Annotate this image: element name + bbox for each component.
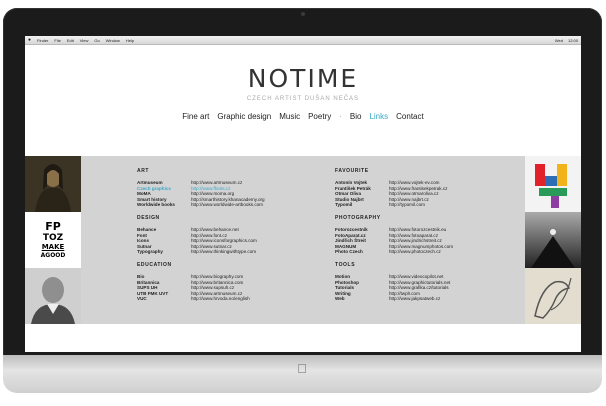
apple-logo-icon [296, 362, 308, 375]
link-row[interactable] [335, 249, 453, 255]
menu-item[interactable]: Edit [66, 37, 74, 43]
link-row[interactable] [137, 202, 265, 208]
link-url[interactable]: http://www.vojtek-ev.com [389, 180, 440, 185]
link-name[interactable]: Sutnar [137, 243, 152, 249]
link-url[interactable]: http://www.behance.net [191, 226, 239, 232]
link-url[interactable]: http://www.thinkingwithtype.com [191, 249, 257, 255]
link-name[interactable]: UTB FMK UVT [137, 290, 169, 296]
link-url[interactable]: http://www.najbrt.cz [389, 196, 429, 202]
nav-links[interactable]: Links [369, 112, 389, 121]
link-url[interactable]: http://www.moma.org [191, 191, 235, 197]
os-menubar [25, 36, 581, 45]
link-name[interactable]: Fotorozcestník [335, 226, 368, 232]
link-url[interactable]: http://www.frantisekpetrak.cz [389, 185, 448, 191]
link-name[interactable]: Smart history [137, 196, 167, 202]
link-url[interactable]: http://www.worldwide-artbooks.com [191, 202, 263, 208]
drawing-hands-image [525, 268, 581, 324]
menu-item[interactable]: Go [94, 37, 100, 43]
link-url[interactable]: http://www.artmuseum.cz [191, 290, 243, 296]
link-name[interactable]: Czech graphics [137, 185, 171, 191]
link-url[interactable]: http://www.fotoaparat.cz [389, 232, 439, 238]
link-name[interactable]: Photo Czech [335, 249, 363, 255]
link-url[interactable]: http://typomil.com [389, 202, 425, 208]
nav-contact[interactable]: Contact [396, 112, 424, 121]
links-section-favourite [335, 168, 453, 208]
link-url[interactable]: http://www.grafika.cz/tutorials [389, 285, 449, 291]
nav-separator: · [339, 112, 342, 121]
section-heading: TOOLS [335, 261, 356, 268]
link-name[interactable]: Photoshop [335, 279, 359, 285]
link-name[interactable]: Worldwide books [137, 202, 175, 208]
link-name[interactable]: Tutorials [335, 285, 355, 291]
section-heading: ART [137, 168, 150, 174]
menubar-clock: 12:00 [567, 37, 578, 43]
link-name[interactable]: VUC [137, 296, 147, 302]
link-name[interactable]: František Petrák [335, 185, 371, 191]
eye-chart-line: MAKE [41, 242, 65, 251]
link-name[interactable]: Studio Najbrt [335, 196, 364, 202]
link-name[interactable]: Otmar Oliva [335, 191, 362, 197]
nav-fine-art[interactable]: Fine art [182, 112, 210, 121]
link-url[interactable]: http://www.iconsforgraphics.com [191, 238, 257, 244]
pier-photo-image [525, 212, 581, 268]
links-column-right [335, 168, 453, 309]
link-url[interactable]: http://www.ffonts.cz [191, 185, 231, 191]
link-name[interactable]: Antonín Vojtek [335, 180, 368, 185]
link-name[interactable]: Bio [137, 273, 145, 279]
screen [25, 36, 581, 352]
menu-item[interactable]: Finder [37, 37, 49, 43]
logo-text: NOTIME [247, 64, 359, 93]
links-section-education [137, 262, 265, 302]
eye-chart-image [25, 212, 81, 268]
link-row[interactable] [137, 249, 265, 255]
link-name[interactable]: SUPS UH [137, 285, 158, 291]
link-name[interactable]: FotoAparat.cz [335, 232, 366, 238]
link-row[interactable] [137, 296, 265, 302]
nav-graphic-design[interactable]: Graphic design [217, 112, 272, 121]
link-url[interactable]: http://www.videocopilot.net [389, 273, 444, 279]
link-name[interactable]: Font [137, 232, 147, 238]
link-url[interactable]: http://www.graphictutorials.net [389, 279, 451, 285]
nav-bio[interactable]: Bio [349, 112, 362, 121]
portrait-photo-image [25, 268, 81, 324]
link-row[interactable] [335, 296, 453, 302]
eye-chart-line: AGOOD [40, 251, 66, 259]
menu-item[interactable]: Window [105, 37, 120, 43]
links-section-design [137, 215, 265, 255]
section-heading: FAVOURITE [335, 168, 369, 174]
link-url[interactable]: http://twplr.com [389, 290, 420, 296]
section-heading: PHOTOGRAPHY [335, 214, 381, 221]
nav-music[interactable]: Music [279, 112, 301, 121]
menu-item[interactable]: File [54, 37, 61, 43]
link-url[interactable]: http://www.magnumphotos.com [389, 243, 454, 249]
apple-menu-icon[interactable]: ● [28, 37, 32, 43]
link-url[interactable]: http://www.photoczech.cz [389, 249, 441, 255]
link-name[interactable]: Behance [137, 226, 157, 232]
links-panel [25, 156, 581, 324]
link-url[interactable]: http://smarthistory.khanacademy.org [191, 196, 265, 202]
link-name[interactable]: Artmuseum [137, 180, 163, 185]
link-name[interactable]: Icons [137, 238, 149, 244]
section-heading: DESIGN [137, 214, 160, 221]
camera-icon [301, 12, 305, 16]
links-column-left [137, 168, 265, 309]
link-url[interactable]: http://www.hrvoda.no/english [191, 296, 250, 302]
link-url[interactable]: http://www.jindrichstreit.cz [389, 238, 442, 244]
eye-chart-line: TOZ [42, 232, 64, 243]
link-url[interactable]: http://www.font.cz [191, 232, 227, 238]
eye-chart-line: FP [45, 219, 61, 233]
mona-lisa-image [25, 156, 81, 212]
menubar-status: Wed [554, 37, 563, 43]
link-name[interactable]: MAGNUM [335, 243, 357, 249]
link-name[interactable]: Web [335, 296, 345, 302]
menu-item[interactable]: Help [125, 37, 135, 43]
link-name[interactable]: Typography [137, 249, 163, 255]
link-url[interactable]: http://www.supsuh.cz [191, 285, 235, 291]
links-section-art [137, 168, 265, 208]
site-nav [25, 112, 581, 121]
link-url[interactable]: http://www.fotorozcestnik.eu [389, 226, 447, 232]
links-section-photography [335, 215, 453, 255]
link-name[interactable]: Motion [335, 273, 351, 279]
link-url[interactable]: http://www.biography.com [191, 273, 244, 279]
links-section-tools [335, 262, 453, 302]
link-name[interactable]: Writing [335, 290, 351, 296]
link-row[interactable] [335, 202, 453, 208]
section-heading: EDUCATION [137, 261, 172, 268]
link-name[interactable]: MoMA [137, 191, 151, 197]
link-url[interactable]: http://www.jakpsatweb.cz [389, 296, 441, 302]
typography-art-image [525, 156, 581, 212]
site-logo[interactable] [25, 64, 581, 93]
link-url[interactable]: http://www.artmuseum.cz [191, 180, 243, 185]
link-url[interactable]: http://www.sutnar.cz [191, 243, 232, 249]
site-subtitle: CZECH ARTIST DUŠAN NEČAS [246, 96, 360, 102]
link-name[interactable]: Britannica [137, 279, 160, 285]
nav-poetry[interactable]: Poetry [308, 112, 332, 121]
menu-item[interactable]: View [79, 37, 89, 43]
link-url[interactable]: http://www.britannica.com [191, 279, 244, 285]
link-name[interactable]: Typomil [335, 202, 353, 208]
link-url[interactable]: http://www.otmaroliva.cz [389, 191, 439, 197]
link-name[interactable]: Jindřich Štreit [335, 238, 366, 244]
